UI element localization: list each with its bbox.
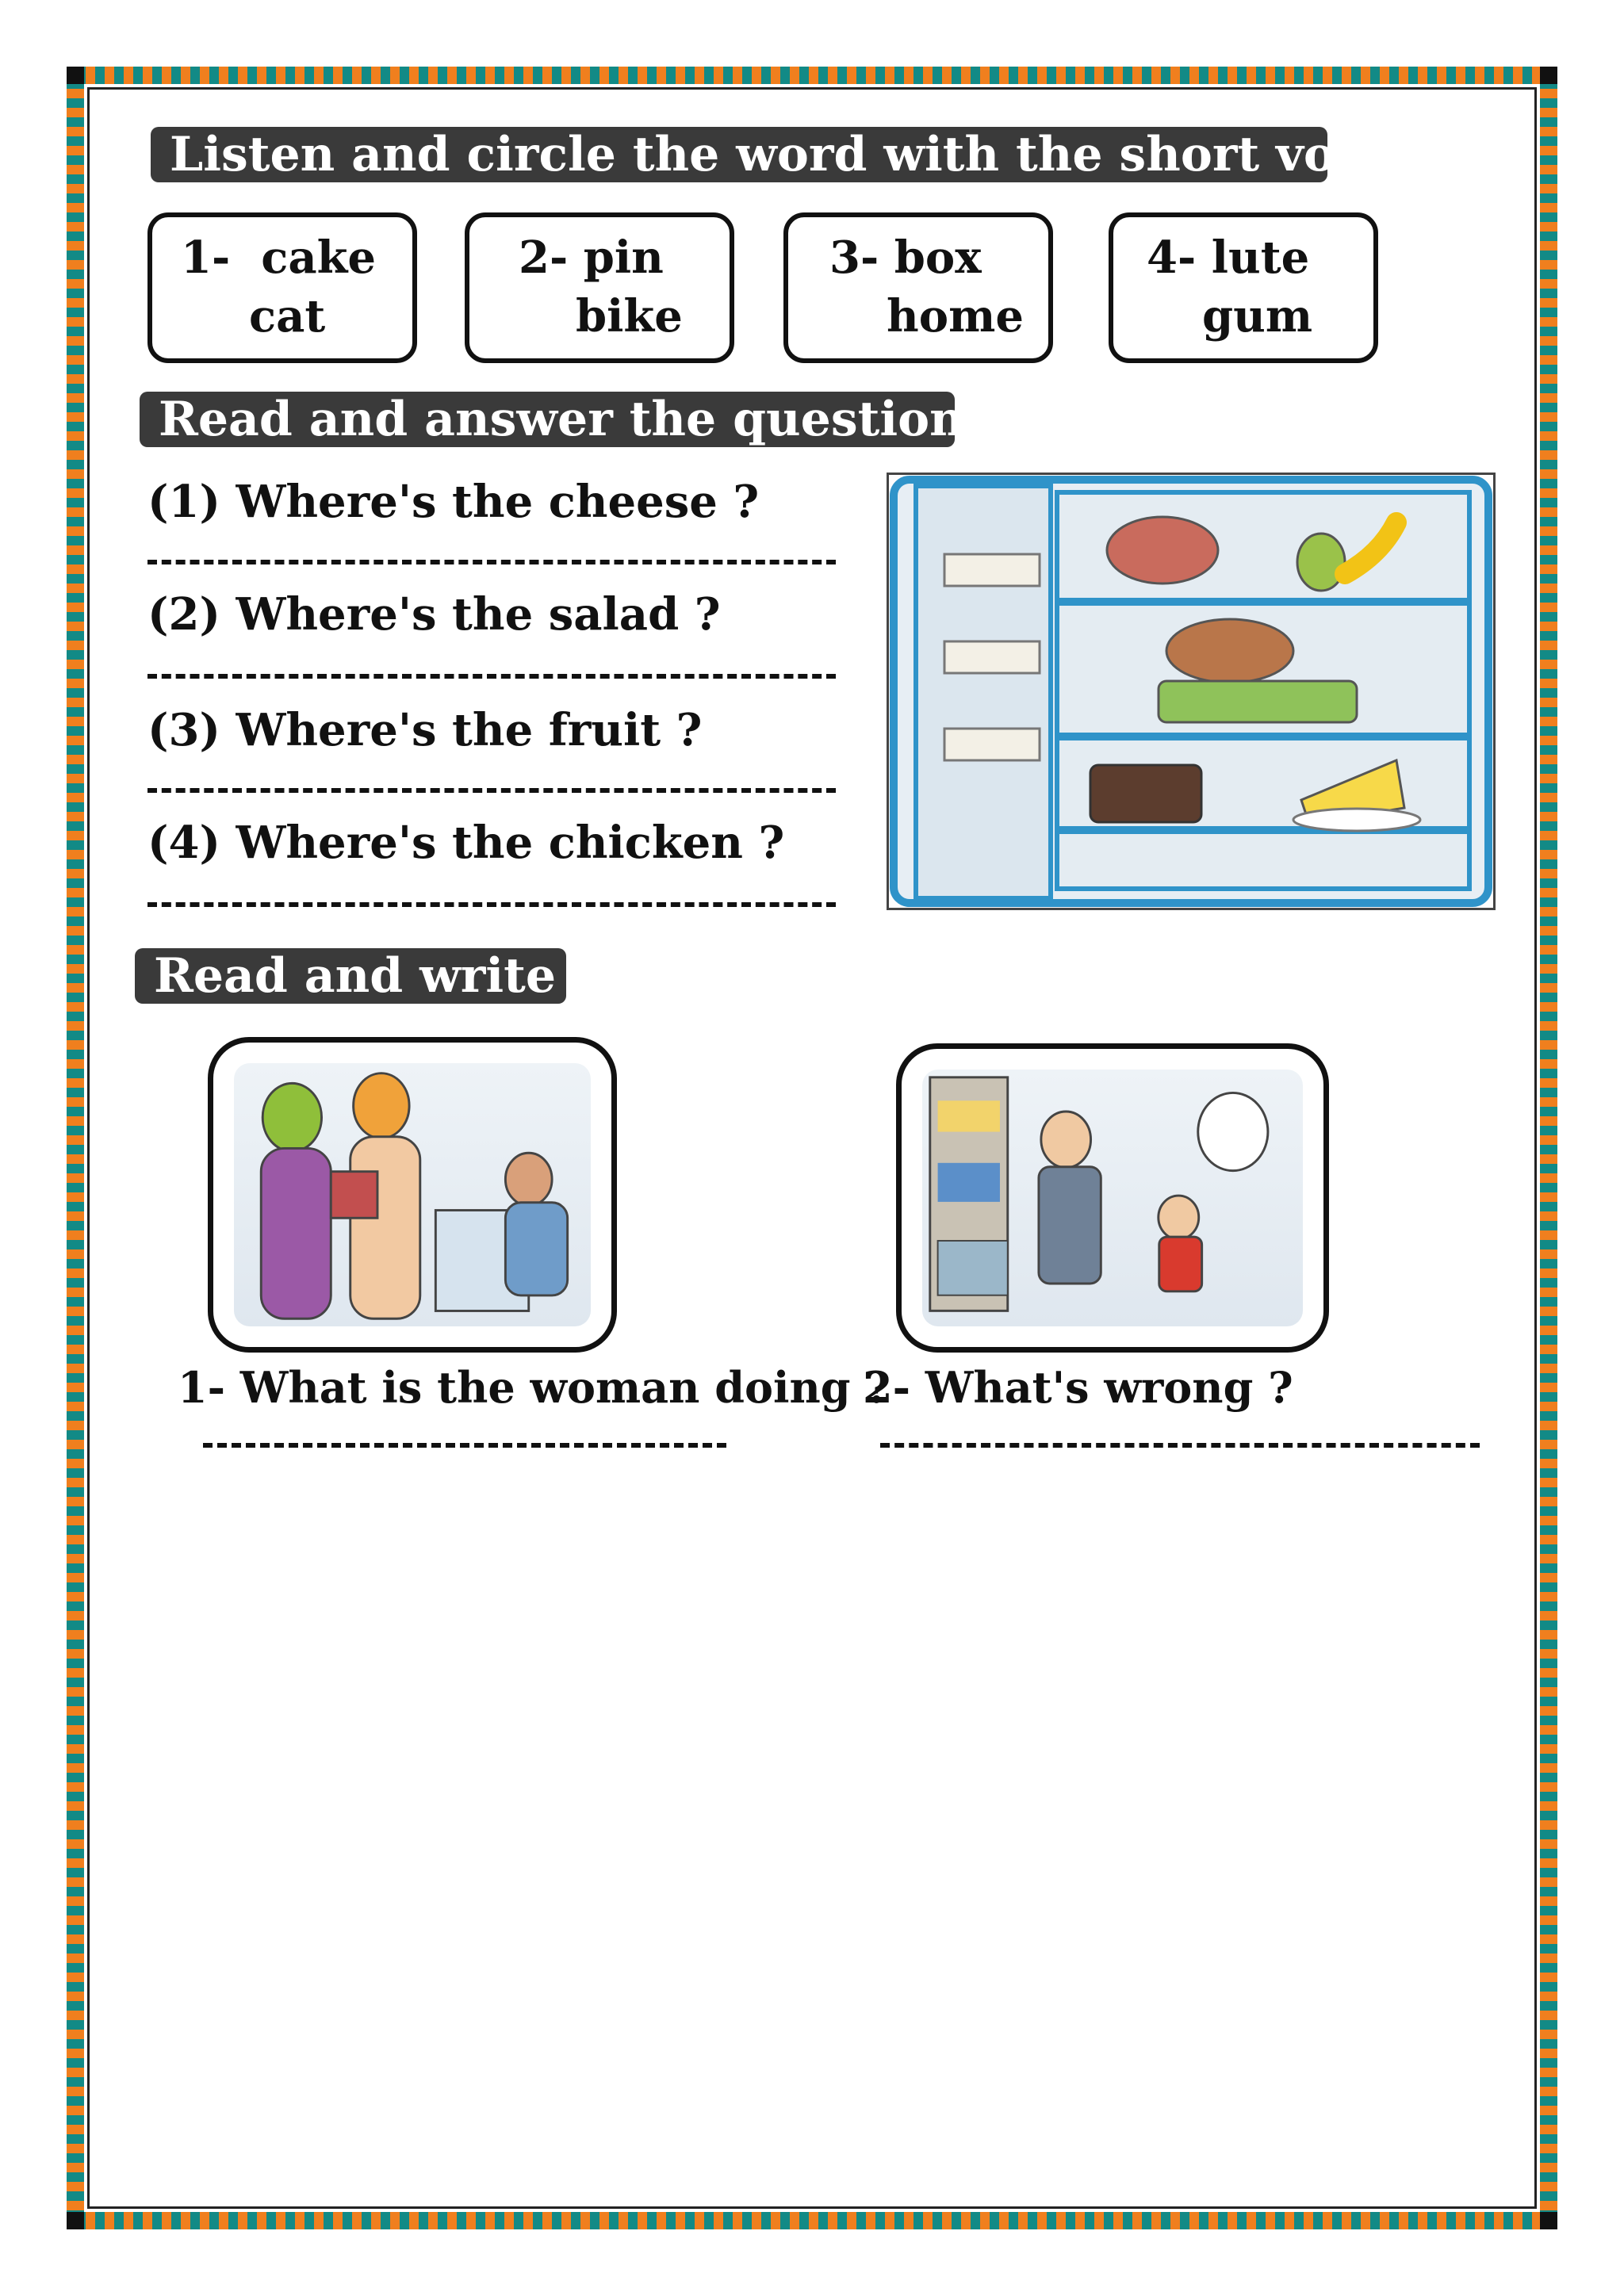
vowel-word-option[interactable]: home — [887, 290, 1024, 342]
lost-boy-supermarket-illustration — [922, 1070, 1303, 1326]
answer-line[interactable] — [880, 1443, 1480, 1448]
answer-line[interactable] — [147, 674, 836, 679]
corner-ornament — [67, 2212, 84, 2229]
read-answer-question: (4) Where's the chicken ? — [147, 817, 785, 869]
vowel-word-option[interactable]: bike — [576, 290, 683, 342]
corner-ornament — [1540, 2212, 1557, 2229]
read-answer-question: (2) Where's the salad ? — [147, 588, 721, 641]
vowel-word-option[interactable]: gum — [1202, 290, 1313, 342]
answer-line[interactable] — [147, 560, 836, 564]
fridge-drawing — [889, 475, 1493, 908]
vowel-item-3[interactable] — [783, 212, 1053, 363]
answer-line[interactable] — [203, 1443, 726, 1448]
vowel-word-option[interactable]: box — [894, 232, 982, 284]
read-write-question: 1- What is the woman doing ? — [178, 1362, 891, 1413]
vowel-word-option[interactable]: pin — [583, 232, 664, 284]
women-buying-meat-illustration — [234, 1063, 591, 1326]
vowel-word-option[interactable]: cat — [249, 290, 326, 342]
vowel-item-number: 4- — [1147, 232, 1197, 284]
vowel-item-number: 1- — [181, 232, 231, 284]
read-write-question: 2- What's wrong ? — [863, 1362, 1293, 1413]
lost-boy-drawing — [922, 1070, 1303, 1326]
read-answer-question: (3) Where's the fruit ? — [147, 704, 703, 756]
vowel-word-option[interactable]: lute — [1211, 232, 1310, 284]
vowel-word-option[interactable]: cake — [261, 232, 377, 284]
read-answer-question: (1) Where's the cheese ? — [147, 476, 760, 528]
women-shopping-drawing — [234, 1063, 591, 1326]
vowel-item-2[interactable] — [465, 212, 734, 363]
vowel-item-4[interactable] — [1109, 212, 1378, 363]
vowel-item-number: 2- — [519, 232, 569, 284]
read-answer-section-title: Read and answer the questions : — [140, 392, 955, 447]
listen-section-title: Listen and circle the word with the short vowel : — [151, 127, 1327, 182]
vowel-item-1[interactable] — [147, 212, 417, 363]
read-write-section-title: Read and write : — [135, 948, 566, 1004]
fridge-illustration — [887, 473, 1496, 910]
answer-line[interactable] — [147, 788, 836, 793]
corner-ornament — [67, 67, 84, 84]
answer-line[interactable] — [147, 902, 836, 907]
picture-card-2 — [896, 1043, 1329, 1353]
vowel-item-number: 3- — [829, 232, 879, 284]
corner-ornament — [1540, 67, 1557, 84]
picture-card-1 — [208, 1037, 617, 1353]
